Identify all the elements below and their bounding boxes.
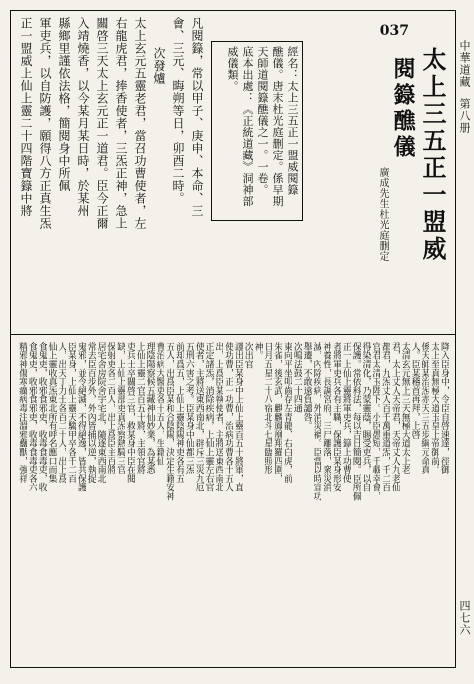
body-line: 正定諸炁，消除疾病，上仙上靈左右官 — [203, 342, 214, 492]
body-line: 常去臣百步外，外內皆捕以逆，執捉 — [85, 342, 96, 483]
body-line: 仙上靈收真炁東北所有呼名應口而集 — [46, 342, 57, 483]
editorial-note — [211, 41, 303, 221]
body-line: 食鬼吏，收邪食邪吏，收毒食毒吏各六 — [27, 342, 37, 492]
body-line: 吏兵士卒關啓三官，救某身中臣在閱 — [125, 342, 135, 483]
body-line: 東向平坐叩齒存左青龍、右白虎，前 — [282, 342, 292, 483]
body-line: 上仙上靈二官百五十將，主領官將 — [135, 342, 145, 475]
body-line: 太上玄元五靈老君，當召功曹使者，左 — [133, 17, 147, 230]
series-name: 中華道藏 — [458, 40, 471, 88]
body-line: 食鬼吏，收邪食邪吏，收毒食毒吏，收 — [36, 342, 47, 492]
body-line: 神。 — [252, 342, 263, 360]
body-line: 都君，九炁丈人百千萬重道炁，千二百 — [380, 342, 391, 492]
note-line: 威儀類。 — [226, 46, 239, 92]
body-line: 曹治病大醫吏各十五人，生籍仙 — [154, 342, 165, 466]
note-line: 底本出處：《正統道藏》洞神部 — [241, 46, 254, 207]
body-line: 者將軍吏兵各有主職，保護臣某身形安 — [331, 342, 342, 492]
body-line: 關啓三天太上玄元正一道君。臣今正爾 — [95, 17, 109, 230]
author-line: 廣成先生杜光庭删定 — [377, 167, 388, 262]
text-frame — [10, 10, 456, 668]
body-line: 臣某身，上仙上靈天騶甲卒各千二百 — [66, 342, 77, 483]
body-line: 滅，內除疾病，外消災禍。臣當以時宣功 — [311, 342, 322, 501]
volume-label: 第八册 — [458, 98, 471, 134]
body-line: 居宅舍房院舍宇宅北，隨逐東西南北 — [95, 342, 106, 483]
lower-body — [17, 342, 449, 660]
body-line: 正一上仙上靈將軍吏兵，籙上功曹使 — [341, 342, 351, 483]
page-number: 四七六 — [458, 600, 471, 636]
scripture-title: 太上三五正一盟威 — [418, 47, 447, 263]
note-line: 天師道閱籙醮儀之一。一卷。 — [256, 46, 269, 196]
body-line: 會、三元、晦朔等日，卯酉二時。 — [171, 17, 185, 205]
page-margin — [456, 0, 474, 684]
body-line: 入靖燒香，以今某月某日時，於某州 — [76, 17, 90, 217]
note-line: 經名：太上三五正一盟威閱籙 — [286, 46, 299, 196]
body-line: 人。臣某稽首再拜，上啓 — [409, 342, 420, 439]
body-line: 官君太清玉陛下。小臣愚短，千載幸會， — [370, 342, 381, 501]
body-line: 出，上爲臣某執使者，主將送東西南北 — [213, 342, 224, 492]
lower-register — [11, 336, 455, 666]
body-line: 係天師某治炁赤天三五步綱元命真 — [419, 342, 430, 475]
body-line: 日月五星二十八宿北斗七星臨照形 — [262, 342, 273, 475]
body-line: 五人，出爲臣某和合陰陽，決定生籍安神 — [164, 342, 175, 501]
body-line: 人，出天丁力士各百二十人，出上爲 — [56, 342, 67, 483]
body-line: 太清玄元無上三天無極大道太上老 — [399, 342, 410, 475]
body-line: 軍吏兵，以自防護，願得八方正真生炁 — [38, 17, 52, 230]
section-heading: 次發爐 — [152, 47, 166, 85]
body-line: 鬼邪，並令絕滅，不得絕逸，皆共保護 — [76, 342, 86, 492]
body-line: 次出官 — [242, 342, 253, 369]
body-line: 神養性，長調宮府，三尸離落，衆災消 — [321, 342, 332, 492]
scripture-subtitle: 閱籙醮儀 — [390, 57, 416, 161]
body-line: 保射吏各二百人，出上爲臣主百將 — [105, 342, 116, 475]
body-line: 使者，主將送東西南北，辟斥三災九厄 — [193, 342, 204, 492]
upper-body — [15, 17, 205, 328]
body-line: 謹出臣某身中上仙上靈百五十將軍，直 — [233, 342, 243, 492]
body-line: 次鳴法鼓二十四通 — [292, 342, 302, 413]
body-line: 君，太上丈人天帝君，天帝丈人九老仙 — [390, 342, 400, 492]
body-line: 缺，上仙上靈部吏真炁察熱騎三官 — [115, 342, 126, 475]
upper-register — [11, 11, 455, 335]
body-line: 右龍虎君，捧香使者，三炁正神，急上 — [114, 17, 128, 230]
body-line: 保護。常依科法，每以吉日簡閱。臣所佩 — [350, 342, 361, 501]
body-line: 正一盟威上仙上靈二十四階寶籙中將 — [19, 17, 33, 217]
body-line: 使功曹，正一功曹，治病功曹各十五人 — [223, 342, 234, 492]
body-line: 太上至真無極大道玉皇上帝御前。 — [429, 342, 440, 475]
body-line: 理陰陽察候五藏神仙妙業，為某悉 — [144, 342, 155, 475]
body-line: 得染清化，乃蒙靈蔭，賜受吏兵，以自 — [360, 342, 371, 492]
body-line: 五刑六害之考。臣某身中仙都三炁 — [184, 342, 194, 475]
body-line: 凡閱籙，常以甲子、庚申、本命、三 — [190, 17, 204, 217]
text-number: 037 — [379, 23, 409, 39]
body-line: 舉遷，不敢遠負譴咎。 — [301, 342, 312, 431]
body-line: 縣鄉里謹依法格，簡閱身中所佩 — [57, 17, 71, 192]
body-line: 朱雀，後玄武，麒麟鳳凰翔羅四圍， — [272, 342, 283, 483]
note-line: 醮儀。唐末杜光庭删定。係早期 — [271, 46, 284, 207]
body-line: 前却爲五，上仙上靈陰陽神吏各有五 — [174, 342, 185, 483]
body-line: 降入臣身中，令臣自啓速達，徑御 — [439, 342, 449, 475]
body-line: 精邪神傷寒癘病毒注溫邪蠱獸，強祥 — [17, 342, 28, 483]
